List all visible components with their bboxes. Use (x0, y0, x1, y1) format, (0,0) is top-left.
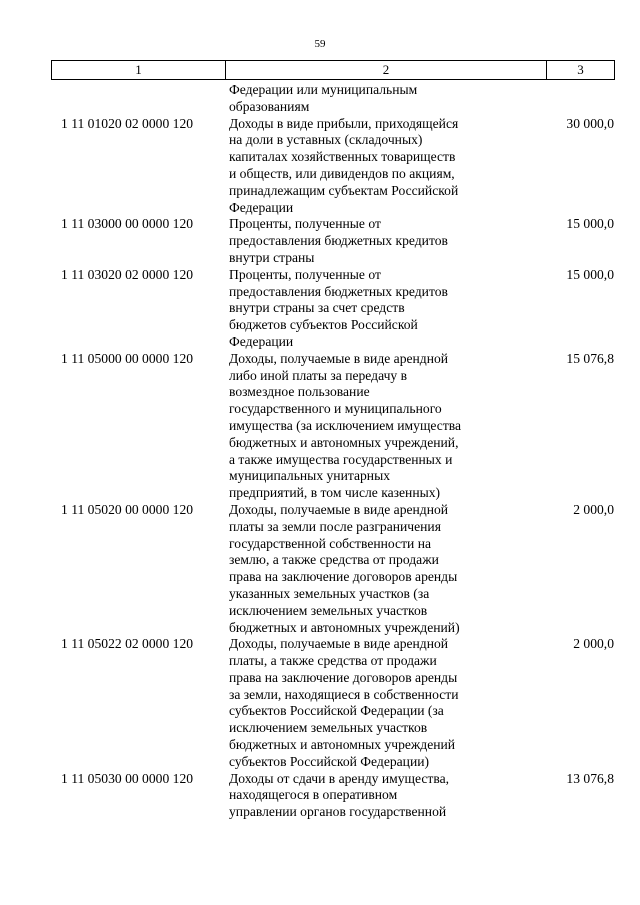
table-row (51, 82, 615, 116)
row-name: Доходы в виде прибыли, приходящейся на доли в уставных (складочных) капиталах хозяйственных товариществ и обществ, или дивидендов по акциям, принадлежащим субъектам Российской Федерации (229, 115, 459, 215)
table-row (51, 116, 615, 217)
row-code: 1 11 05000 00 0000 120 (61, 350, 194, 366)
row-code (51, 82, 225, 116)
table-row (51, 351, 615, 502)
row-amount: 2 000,0 (573, 501, 614, 517)
row-code: 1 11 05020 00 0000 120 (61, 501, 194, 517)
table-row (51, 502, 615, 636)
table-row (51, 636, 615, 770)
row-amount: 13 076,8 (566, 770, 614, 786)
row-amount: 15 000,0 (566, 216, 614, 232)
table-row (51, 267, 615, 351)
page-number: 59 (314, 38, 326, 50)
table-row (51, 216, 615, 266)
table-row (51, 771, 615, 821)
header-col-1: 1 (52, 61, 226, 79)
row-amount: 15 000,0 (566, 266, 614, 282)
row-name: Доходы от сдачи в аренду имущества, находящегося в оперативном управлении органов государственной (229, 770, 449, 820)
row-code: 1 11 05022 02 0000 120 (61, 636, 194, 652)
row-name: Доходы, получаемые в виде арендной либо иной платы за передачу в возмездное пользование государственного и муниципального имущества (за исключением имущества бюджетных и автономных учреждений, а также имущества государственных и муниципальных унитарных предприятий, в том числе казенных) (229, 350, 462, 501)
row-amount: 2 000,0 (573, 636, 614, 652)
row-name: Доходы, получаемые в виде арендной платы за земли после разграничения государственной собственности на землю, а также средства от продажи права на заключение договоров аренды указанных земельных участков (за исключением земельных участков бюджетных и автономных учреждений) (229, 501, 460, 635)
row-code: 1 11 01020 02 0000 120 (61, 115, 194, 131)
header-col-3: 3 (577, 62, 584, 77)
table-header (51, 60, 615, 80)
row-name: Проценты, полученные от предоставления бюджетных кредитов внутри страны (229, 216, 448, 265)
row-amount: 15 076,8 (566, 350, 614, 366)
row-amount: 30 000,0 (566, 115, 614, 131)
row-code: 1 11 05030 00 0000 120 (61, 770, 194, 786)
row-name: Проценты, полученные от предоставления бюджетных кредитов внутри страны за счет средств бюджетов субъектов Российской Федерации (229, 266, 448, 349)
header-col-2: 2 (226, 61, 547, 79)
row-name: Доходы, получаемые в виде арендной платы, а также средства от продажи права на заключение договоров аренды за земли, находящиеся в собственности субъектов Российской Федерации (за исключением земельных участков бюджетных и автономных учреждений субъектов Российской Федерации) (229, 636, 459, 769)
row-amount (546, 82, 615, 116)
row-code: 1 11 03020 02 0000 120 (61, 266, 194, 282)
row-code: 1 11 03000 00 0000 120 (61, 216, 194, 232)
row-name: Федерации или муниципальным образованиям (229, 82, 418, 114)
table-body (51, 82, 615, 821)
